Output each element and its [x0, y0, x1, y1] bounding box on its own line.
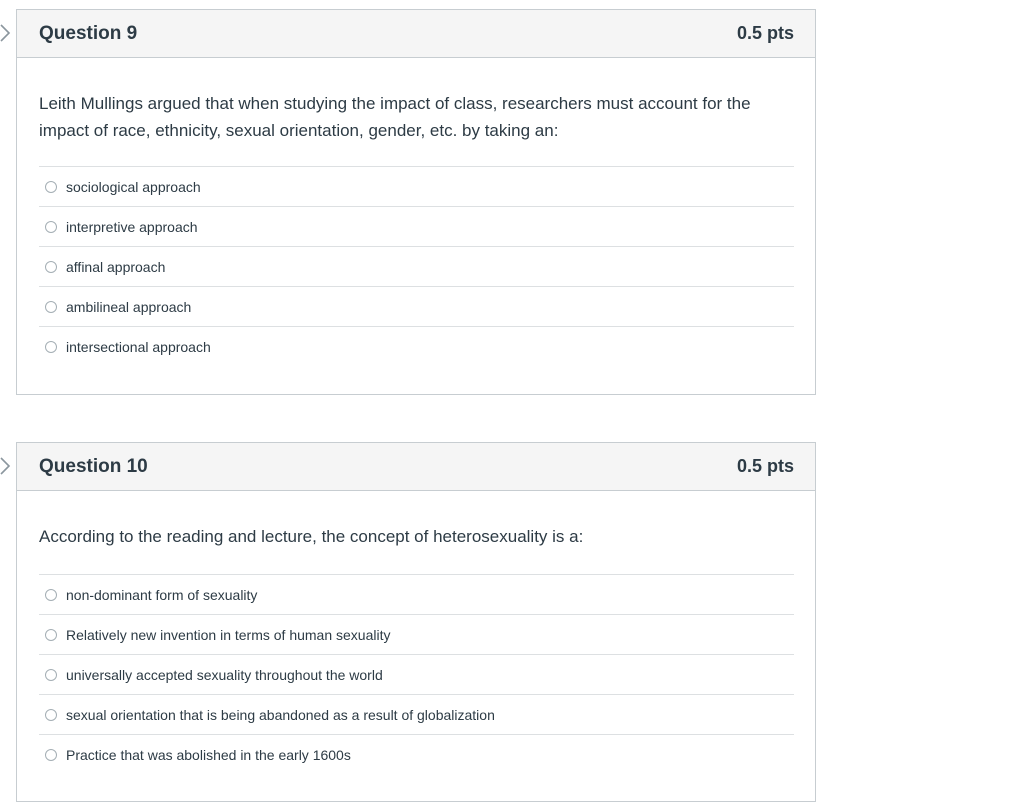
answer-option[interactable]: [39, 287, 794, 327]
question-body: [17, 491, 815, 775]
answer-option[interactable]: [39, 695, 794, 735]
answer-label[interactable]: sexual orientation that is being abandoned as a result of globalization: [66, 706, 495, 723]
question-header: [17, 10, 815, 58]
radio-button[interactable]: [45, 341, 57, 353]
answer-option[interactable]: [39, 735, 794, 775]
answer-option[interactable]: [39, 615, 794, 655]
question-title: Question 9: [39, 22, 138, 44]
radio-button[interactable]: [45, 221, 57, 233]
answer-label[interactable]: interpretive approach: [66, 218, 198, 235]
radio-button[interactable]: [45, 181, 57, 193]
radio-button[interactable]: [45, 301, 57, 313]
answer-label[interactable]: sociological approach: [66, 178, 201, 195]
answer-option[interactable]: [39, 575, 794, 615]
answer-label[interactable]: intersectional approach: [66, 339, 211, 355]
question-points: 0.5 pts: [736, 23, 794, 43]
question-9-card: [16, 9, 816, 395]
answer-label[interactable]: Relatively new invention in terms of human sexuality: [66, 626, 391, 643]
chevron-right-icon[interactable]: [0, 455, 16, 477]
radio-button[interactable]: [45, 709, 57, 721]
answer-option[interactable]: [39, 167, 794, 207]
answer-option[interactable]: [39, 327, 794, 367]
question-title: Question 10: [39, 455, 148, 477]
chevron-right-icon[interactable]: [0, 22, 16, 44]
answer-label[interactable]: non-dominant form of sexuality: [66, 586, 258, 603]
answer-label[interactable]: Practice that was abolished in the early 1600s: [66, 747, 351, 763]
radio-button[interactable]: [45, 629, 57, 641]
answer-option[interactable]: [39, 247, 794, 287]
answer-option[interactable]: [39, 207, 794, 247]
answer-option[interactable]: [39, 655, 794, 695]
answer-list: [39, 574, 794, 775]
question-10-card: [16, 442, 816, 802]
question-header: [17, 443, 815, 491]
question-body: [17, 58, 815, 367]
answer-label[interactable]: ambilineal approach: [66, 298, 192, 315]
answer-label[interactable]: affinal approach: [66, 258, 166, 275]
question-text: According to the reading and lecture, the concept of heterosexuality is a:: [39, 527, 584, 546]
answer-label[interactable]: universally accepted sexuality throughout the world: [66, 666, 383, 683]
question-points: 0.5 pts: [736, 456, 794, 476]
radio-button[interactable]: [45, 749, 57, 761]
radio-button[interactable]: [45, 261, 57, 273]
answer-list: [39, 166, 794, 367]
radio-button[interactable]: [45, 589, 57, 601]
radio-button[interactable]: [45, 669, 57, 681]
question-text: Leith Mullings argued that when studying the impact of class, researchers must account for the impact of race, ethnicity, sexual orientation, gender, etc. by taking an:: [39, 94, 751, 140]
